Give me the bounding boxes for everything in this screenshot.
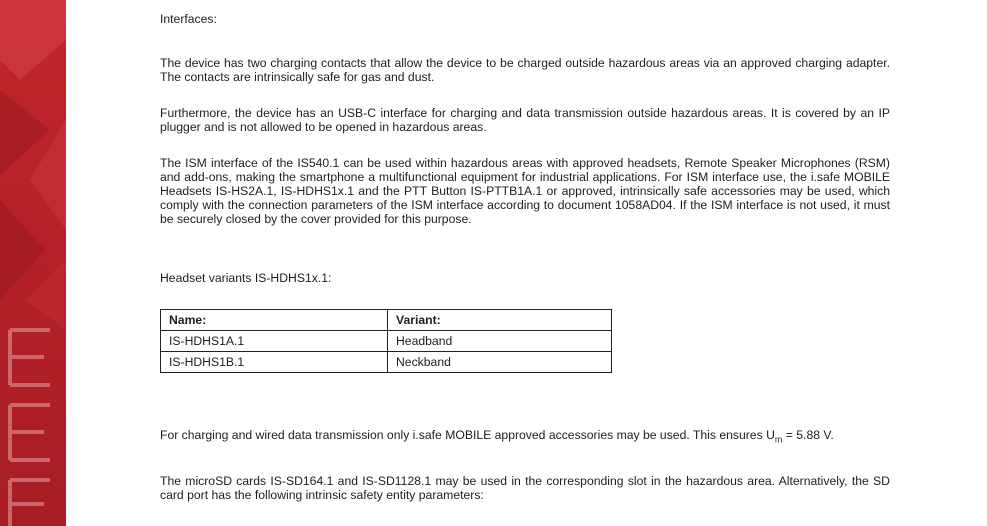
table-row: [161, 352, 612, 373]
voltage-value: = 5.88 V.: [782, 428, 834, 442]
red-decorative-side-band: [0, 0, 66, 526]
watermark-graphic: [0, 0, 66, 526]
table-header-row: [161, 310, 612, 331]
table-cell: IS-HDHS1B.1: [161, 352, 388, 373]
paragraph-charging-contacts: The device has two charging contacts that allow the device to be charged outside hazardous areas via an approved charging adapter. The contacts are intrinsically safe for gas and dust.: [160, 56, 890, 84]
paragraph-sd-card: The microSD cards IS-SD164.1 and IS-SD1128.1 may be used in the corresponding slot in the hazardous area. Alternatively, the SD card port has the following intrinsic safety entity parameters:: [160, 474, 890, 502]
table-cell: IS-HDHS1A.1: [161, 331, 388, 352]
table-row: [161, 331, 612, 352]
table-cell: Neckband: [388, 352, 612, 373]
charging-note-text: For charging and wired data transmission only i.safe MOBILE approved accessories may be used. This ensures: [160, 428, 763, 442]
paragraph-ism-interface: The ISM interface of the IS540.1 can be used within hazardous areas with approved headsets, Remote Speaker Microphones (RSM) and add-ons, making the smartphone a multifunctional equipment for industrial applications. For ISM interface use, the i.safe MOBILE Headsets IS-HS2A.1, IS-HDHS1x.1 and the PTT Button IS-PTTB1A.1 or approved, intrinsically safe accessories may be used, which comply with the connection parameters of the ISM interface according to document 1058AD04. If the ISM interface is not used, it must be securely closed by the cover provided for this purpose.: [160, 156, 890, 226]
headset-variants-table: [160, 309, 612, 373]
paragraph-usb-c: Furthermore, the device has an USB-C interface for charging and data transmission outside hazardous areas. It is covered by an IP plugger and is not allowed to be opened in hazardous areas.: [160, 106, 890, 134]
table-header-cell: Name:: [161, 310, 388, 331]
voltage-subscript: m: [774, 434, 783, 445]
table-cell: Headband: [388, 331, 612, 352]
variants-caption: Headset variants IS-HDHS1x.1:: [160, 271, 332, 285]
section-heading: Interfaces:: [160, 12, 217, 26]
table-header-cell: Variant:: [388, 310, 612, 331]
voltage-symbol: U: [766, 428, 775, 442]
paragraph-charging-note: [160, 428, 890, 446]
